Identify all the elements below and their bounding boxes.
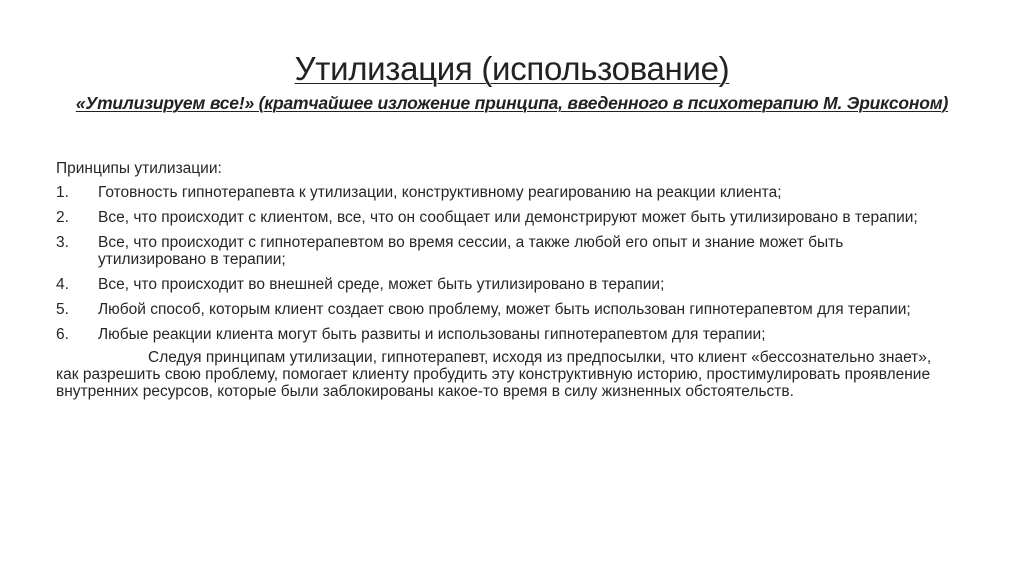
list-item (56, 184, 936, 201)
slide-subtitle: «Утилизируем все!» (кратчайшее изложение принципа, введенного в психотерапию М. Эриксоном) (75, 93, 949, 113)
list-item (56, 209, 936, 226)
item-text: Любые реакции клиента могут быть развиты и использованы гипнотерапевтом для терапии; (98, 326, 766, 343)
slide-title: Утилизация (использование) (294, 50, 730, 87)
item-text: Любой способ, которым клиент создает свою проблему, может быть использован гипнотерапевтом для терапии; (98, 301, 911, 318)
conclusion-paragraph: Следуя принципам утилизации, гипнотерапевт, исходя из предпосылки, что клиент «бессознательно знает», как разрешить свою проблему, помогает клиенту пробудить эту конструктивную историю, простимулировать проявление внутренних ресурсов, которые были заблокированы какое-то время в силу жизненных обстоятельств. (56, 349, 932, 400)
item-text: Все, что происходит с клиентом, все, что он сообщает или демонстрируют может быть утилизировано в терапии; (98, 209, 918, 226)
item-number: 6. (56, 326, 69, 343)
principles-list (56, 184, 936, 343)
item-number: 4. (56, 276, 69, 293)
list-item (56, 326, 936, 343)
item-text: Все, что происходит во внешней среде, может быть утилизировано в терапии; (98, 276, 665, 293)
slide-body (56, 160, 936, 416)
list-item (56, 301, 936, 318)
list-item (56, 234, 936, 268)
item-number: 1. (56, 184, 69, 201)
item-number: 3. (56, 234, 69, 251)
item-text: Готовность гипнотерапевта к утилизации, конструктивному реагированию на реакции клиента; (98, 184, 782, 201)
item-number: 2. (56, 209, 69, 226)
list-item (56, 276, 936, 293)
title-block (60, 50, 964, 114)
item-number: 5. (56, 301, 69, 318)
item-text: Все, что происходит с гипнотерапевтом во время сессии, а также любой его опыт и знание может быть утилизировано в терапии; (98, 234, 844, 268)
principles-heading: Принципы утилизации: (56, 160, 222, 177)
